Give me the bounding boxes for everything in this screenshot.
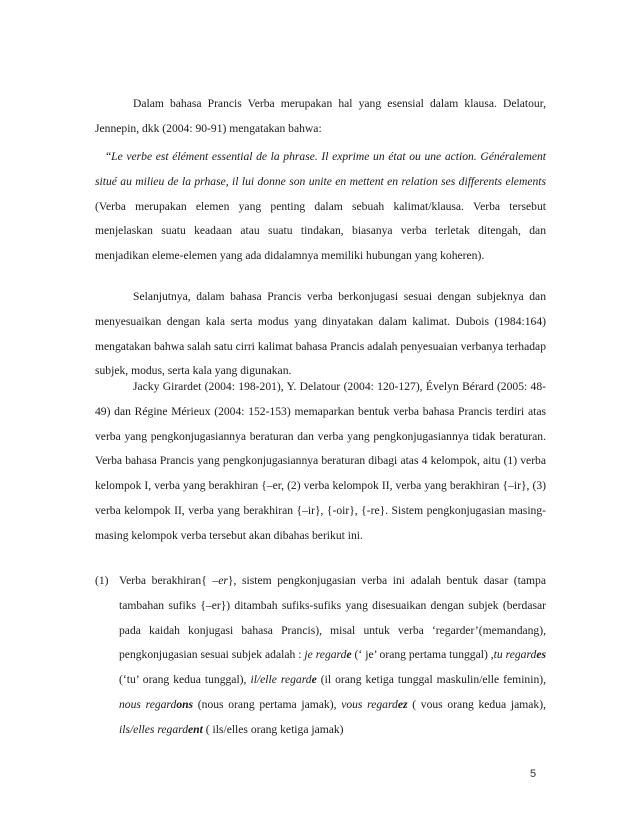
list-item-verba-er — [95, 569, 546, 743]
paragraph-verba-esensial — [95, 92, 546, 142]
paragraph-text: Jacky Girardet (2004: 198-201), Y. Delatour (2004: 120-127), Évelyn Bérard (2005: 48-49) dan Régine Mérieux (2004: 152-153) memaparkan bentuk verba bahasa Prancis terdiri atas verba yang pengkonjugasiannya beraturan dan verba yang pengkonjugasiannya tidak beraturan. Verba bahasa Prancis yang pengkonjugasiannya beraturan dibagi atas 4 kelompok, aitu (1) verba kelompok I, verba yang berakhiran {–er, (2) verba kelompok II, verba yang berakhiran {–ir}, (3) verba kelompok II, verba yang berakhiran {–ir}, {-oir}, {-re}. Sistem pengkonjugasian masing-masing kelompok verba tersebut akan dibahas berikut ini. — [95, 380, 546, 542]
gloss-il-elle: (il orang ketiga tunggal maskulin/elle feminin), — [316, 673, 546, 687]
page-number: 5 — [530, 768, 537, 780]
suffix-ent: ent — [188, 722, 203, 736]
quote-mark: “ — [106, 150, 112, 163]
conjugation-il-elle: il/elle regard — [250, 673, 312, 687]
gloss-vous: ( vous orang kedua jamak), — [407, 697, 546, 711]
conjugation-vous: vous regard — [341, 697, 398, 711]
paragraph-french-quote — [95, 145, 546, 269]
conjugation-tu: tu regard — [493, 648, 537, 662]
paragraph-konjugasi-subjek — [95, 285, 546, 384]
suffix-es: es — [536, 648, 547, 662]
conjugation-nous: nous regard — [119, 697, 177, 711]
list-text: Verba berakhiran{ — [119, 574, 213, 587]
french-quote-text: Le verbe est élément essential de la phrase. Il exprime un état ou une action. Généralement situé au milieu de la prhase, il lui donne son unite en mettent en relation ses differents elements — [95, 150, 546, 188]
suffix-e: e — [311, 673, 317, 687]
paragraph-bentuk-verba — [95, 375, 546, 549]
conjugation-ils-elles: ils/elles regard — [119, 722, 189, 736]
suffix-er: –er — [212, 574, 228, 587]
suffix-ons: ons — [176, 697, 194, 711]
conjugation-je: je regard — [304, 648, 347, 662]
suffix-ez: ez — [397, 697, 408, 711]
gloss-ils-elles: ( ils/elles orang ketiga jamak) — [202, 722, 344, 736]
gloss-je: (‘ je’ orang pertama tunggal) , — [351, 648, 494, 662]
gloss-nous: (nous orang pertama jamak), — [193, 697, 342, 711]
gloss-tu: (‘tu’ orang kedua tunggal), — [119, 673, 251, 687]
quote-translation-text: (Verba merupakan elemen yang penting dalam sebuah kalimat/klausa. Verba tersebut menjelaskan suatu keadaan atau suatu tindakan, biasanya verba terletak ditengah, dan menjadikan eleme-elemen yang ada didalamnya memiliki hubungan yang koheren). — [95, 199, 546, 263]
list-number: (1) — [95, 574, 109, 587]
paragraph-text: Dalam bahasa Prancis Verba merupakan hal yang esensial dalam klausa. Delatour, Jennepin, dkk (2004: 90-91) mengatakan bahwa: — [95, 97, 546, 135]
suffix-e: e — [346, 648, 352, 662]
list-text: }, sistem pengkonjugasian verba ini adalah bentuk dasar (tampa tambahan sufiks {–er}) ditambah sufiks-sufiks yang disesuaikan dengan subjek (berdasar pada kaidah konjugasi bahasa Prancis), misal untuk verba ‘regarder’(memandang), pengkonjugasian sesuai subjek adalah : — [119, 574, 546, 662]
paragraph-text: Selanjutnya, dalam bahasa Prancis verba berkonjugasi sesuai dengan subjeknya dan menyesuaikan dengan kala serta modus yang dinyatakan dalam kalimat. Dubois (1984:164) mengatakan bahwa salah satu cirri kalimat bahasa Prancis adalah penyesuaian verbanya terhadap subjek, modus, serta kala yang digunakan. — [95, 290, 546, 378]
